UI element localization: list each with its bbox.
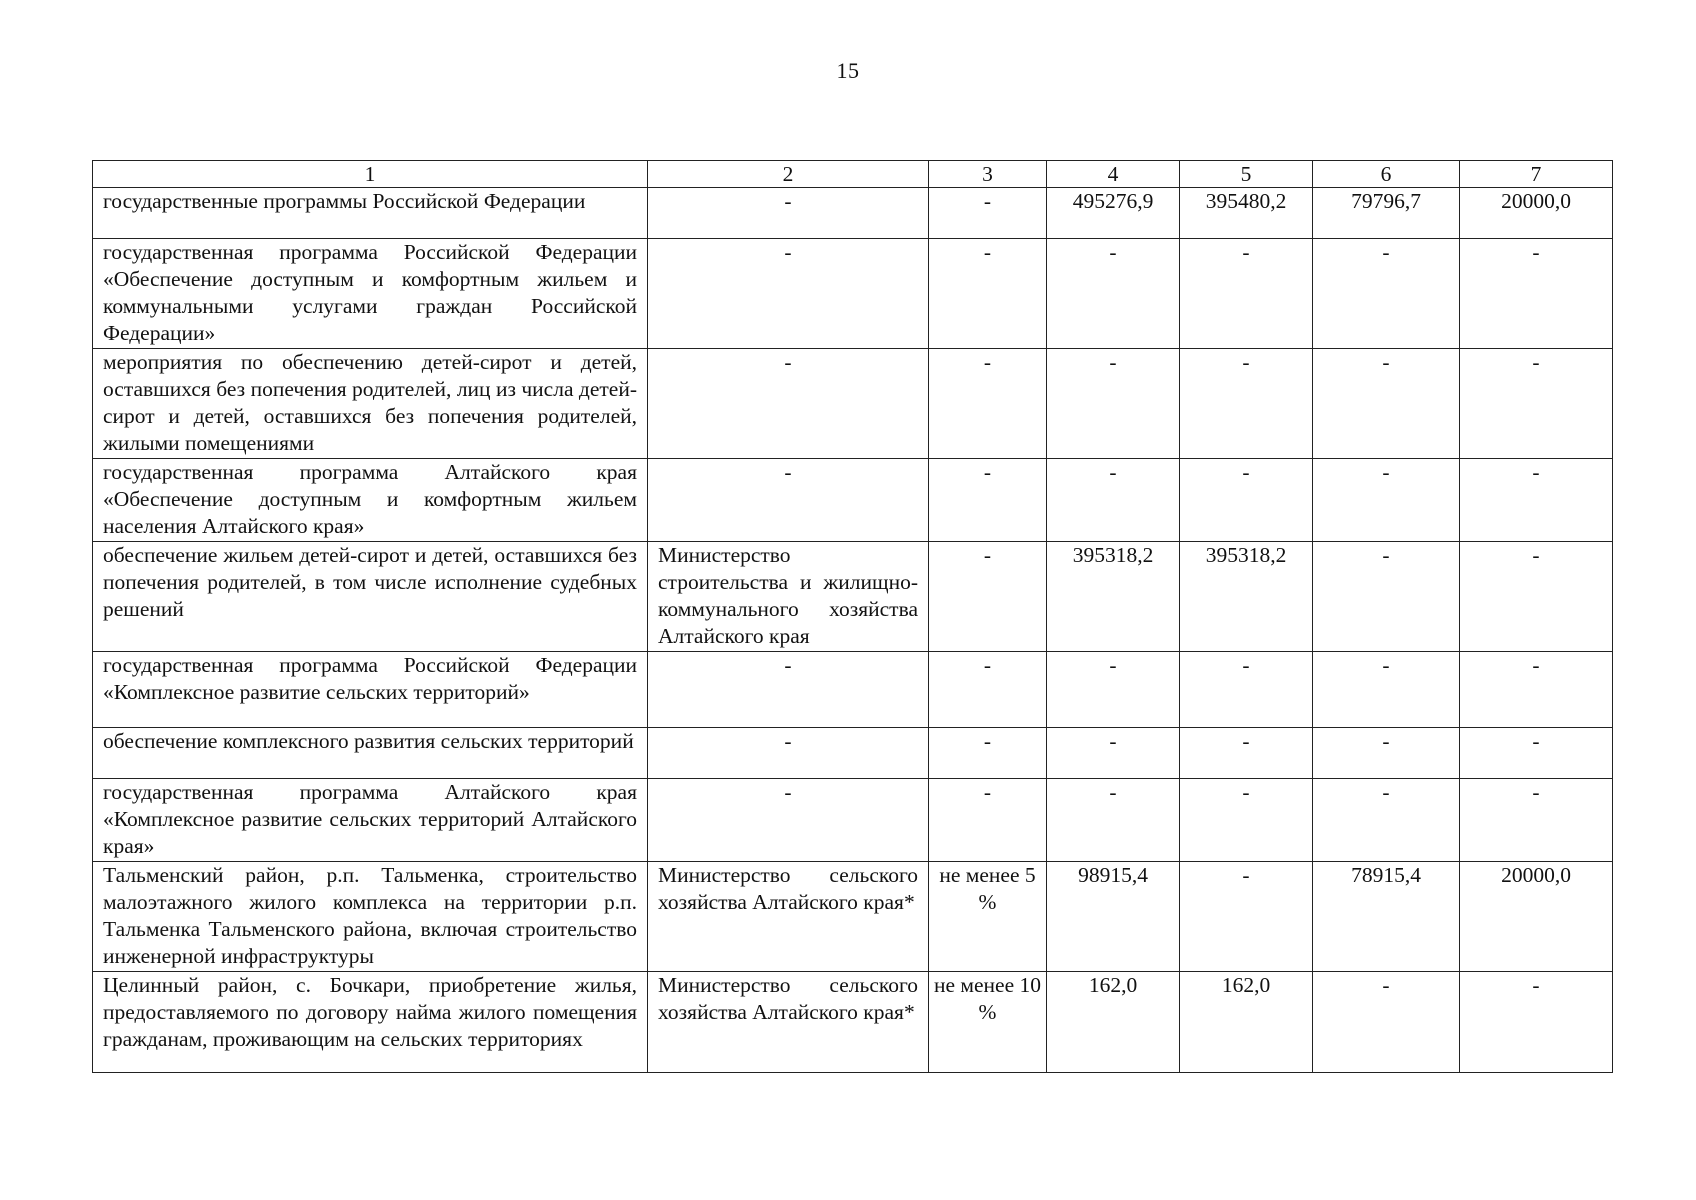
cell-total: 162,0: [1047, 972, 1180, 1073]
cell-measure: государственная программа Алтайского края «Комплексное развитие сельских территорий Алтайского края»: [93, 779, 648, 862]
cell-executor: -: [648, 459, 929, 542]
table-row: [93, 239, 1613, 349]
cell-total: 395318,2: [1047, 542, 1180, 652]
cell-total: -: [1047, 779, 1180, 862]
column-header-1: 1: [93, 161, 648, 188]
cell-col5: -: [1180, 728, 1313, 779]
table-row: [93, 728, 1613, 779]
cell-share: не менее 10 %: [929, 972, 1047, 1073]
cell-executor: -: [648, 239, 929, 349]
cell-total: -: [1047, 239, 1180, 349]
cell-col7: -: [1460, 972, 1613, 1073]
cell-col6: -: [1313, 972, 1460, 1073]
cell-col5: 395480,2: [1180, 188, 1313, 239]
cell-measure: Тальменский район, р.п. Тальменка, строительство малоэтажного жилого комплекса на территории р.п. Тальменка Тальменского района, включая строительство инженерной инфраструктуры: [93, 862, 648, 972]
cell-col6: -: [1313, 652, 1460, 728]
cell-col5: -: [1180, 239, 1313, 349]
table-row: [93, 349, 1613, 459]
cell-share: не менее 5 %: [929, 862, 1047, 972]
cell-col5: -: [1180, 779, 1313, 862]
cell-col5: -: [1180, 652, 1313, 728]
budget-table: [92, 160, 1613, 1073]
table-row: [93, 459, 1613, 542]
cell-col5: -: [1180, 349, 1313, 459]
cell-share: -: [929, 349, 1047, 459]
cell-executor: Министерство сельского хозяйства Алтайского края*: [648, 972, 929, 1073]
cell-col7: 20000,0: [1460, 188, 1613, 239]
cell-executor: -: [648, 652, 929, 728]
table-row: [93, 188, 1613, 239]
cell-measure: обеспечение комплексного развития сельских территорий: [93, 728, 648, 779]
cell-measure: государственные программы Российской Федерации: [93, 188, 648, 239]
cell-executor: -: [648, 728, 929, 779]
cell-total: -: [1047, 728, 1180, 779]
cell-col7: -: [1460, 652, 1613, 728]
cell-executor: -: [648, 779, 929, 862]
cell-col6: -: [1313, 728, 1460, 779]
cell-share: -: [929, 459, 1047, 542]
cell-col5: 395318,2: [1180, 542, 1313, 652]
cell-total: -: [1047, 459, 1180, 542]
cell-executor: Министерство строительства и жилищно-коммунального хозяйства Алтайского края: [648, 542, 929, 652]
cell-col7: -: [1460, 239, 1613, 349]
cell-col6: -: [1313, 459, 1460, 542]
cell-col6: -: [1313, 542, 1460, 652]
cell-total: 495276,9: [1047, 188, 1180, 239]
cell-share: -: [929, 188, 1047, 239]
cell-executor: -: [648, 349, 929, 459]
column-header-4: 4: [1047, 161, 1180, 188]
cell-share: -: [929, 542, 1047, 652]
table-row: [93, 972, 1613, 1073]
cell-col5: -: [1180, 459, 1313, 542]
cell-col6: -: [1313, 779, 1460, 862]
cell-total: 98915,4: [1047, 862, 1180, 972]
cell-total: -: [1047, 652, 1180, 728]
cell-col7: 20000,0: [1460, 862, 1613, 972]
cell-measure: мероприятия по обеспечению детей-сирот и детей, оставшихся без попечения родителей, лиц из числа детей-сирот и детей, оставшихся без попечения родителей, жилыми помещениями: [93, 349, 648, 459]
page-number: 15: [836, 58, 860, 83]
header-row: [93, 161, 1613, 188]
cell-executor: Министерство сельского хозяйства Алтайского края*: [648, 862, 929, 972]
cell-col7: -: [1460, 542, 1613, 652]
column-header-5: 5: [1180, 161, 1313, 188]
cell-col7: -: [1460, 349, 1613, 459]
column-header-3: 3: [929, 161, 1047, 188]
cell-share: -: [929, 779, 1047, 862]
cell-executor: -: [648, 188, 929, 239]
cell-col6: 79796,7: [1313, 188, 1460, 239]
column-header-6: 6: [1313, 161, 1460, 188]
cell-share: -: [929, 652, 1047, 728]
table-row: [93, 862, 1613, 972]
table-body: [93, 188, 1613, 1073]
cell-measure: Целинный район, с. Бочкари, приобретение жилья, предоставляемого по договору найма жилого помещения гражданам, проживающим на сельских территориях: [93, 972, 648, 1073]
cell-col6: 78915,4: [1313, 862, 1460, 972]
column-header-7: 7: [1460, 161, 1613, 188]
table-row: [93, 542, 1613, 652]
table-row: [93, 779, 1613, 862]
cell-col5: 162,0: [1180, 972, 1313, 1073]
cell-col7: -: [1460, 459, 1613, 542]
cell-measure: государственная программа Алтайского края «Обеспечение доступным и комфортным жильем населения Алтайского края»: [93, 459, 648, 542]
cell-measure: государственная программа Российской Федерации «Обеспечение доступным и комфортным жильем и коммунальными услугами граждан Российской Федерации»: [93, 239, 648, 349]
cell-measure: государственная программа Российской Федерации «Комплексное развитие сельских территорий»: [93, 652, 648, 728]
cell-share: -: [929, 728, 1047, 779]
table-row: [93, 652, 1613, 728]
column-header-2: 2: [648, 161, 929, 188]
cell-col5: -: [1180, 862, 1313, 972]
cell-measure: обеспечение жильем детей-сирот и детей, оставшихся без попечения родителей, в том числе исполнение судебных решений: [93, 542, 648, 652]
cell-col6: -: [1313, 349, 1460, 459]
cell-col7: -: [1460, 779, 1613, 862]
cell-col6: -: [1313, 239, 1460, 349]
cell-total: -: [1047, 349, 1180, 459]
cell-col7: -: [1460, 728, 1613, 779]
cell-share: -: [929, 239, 1047, 349]
